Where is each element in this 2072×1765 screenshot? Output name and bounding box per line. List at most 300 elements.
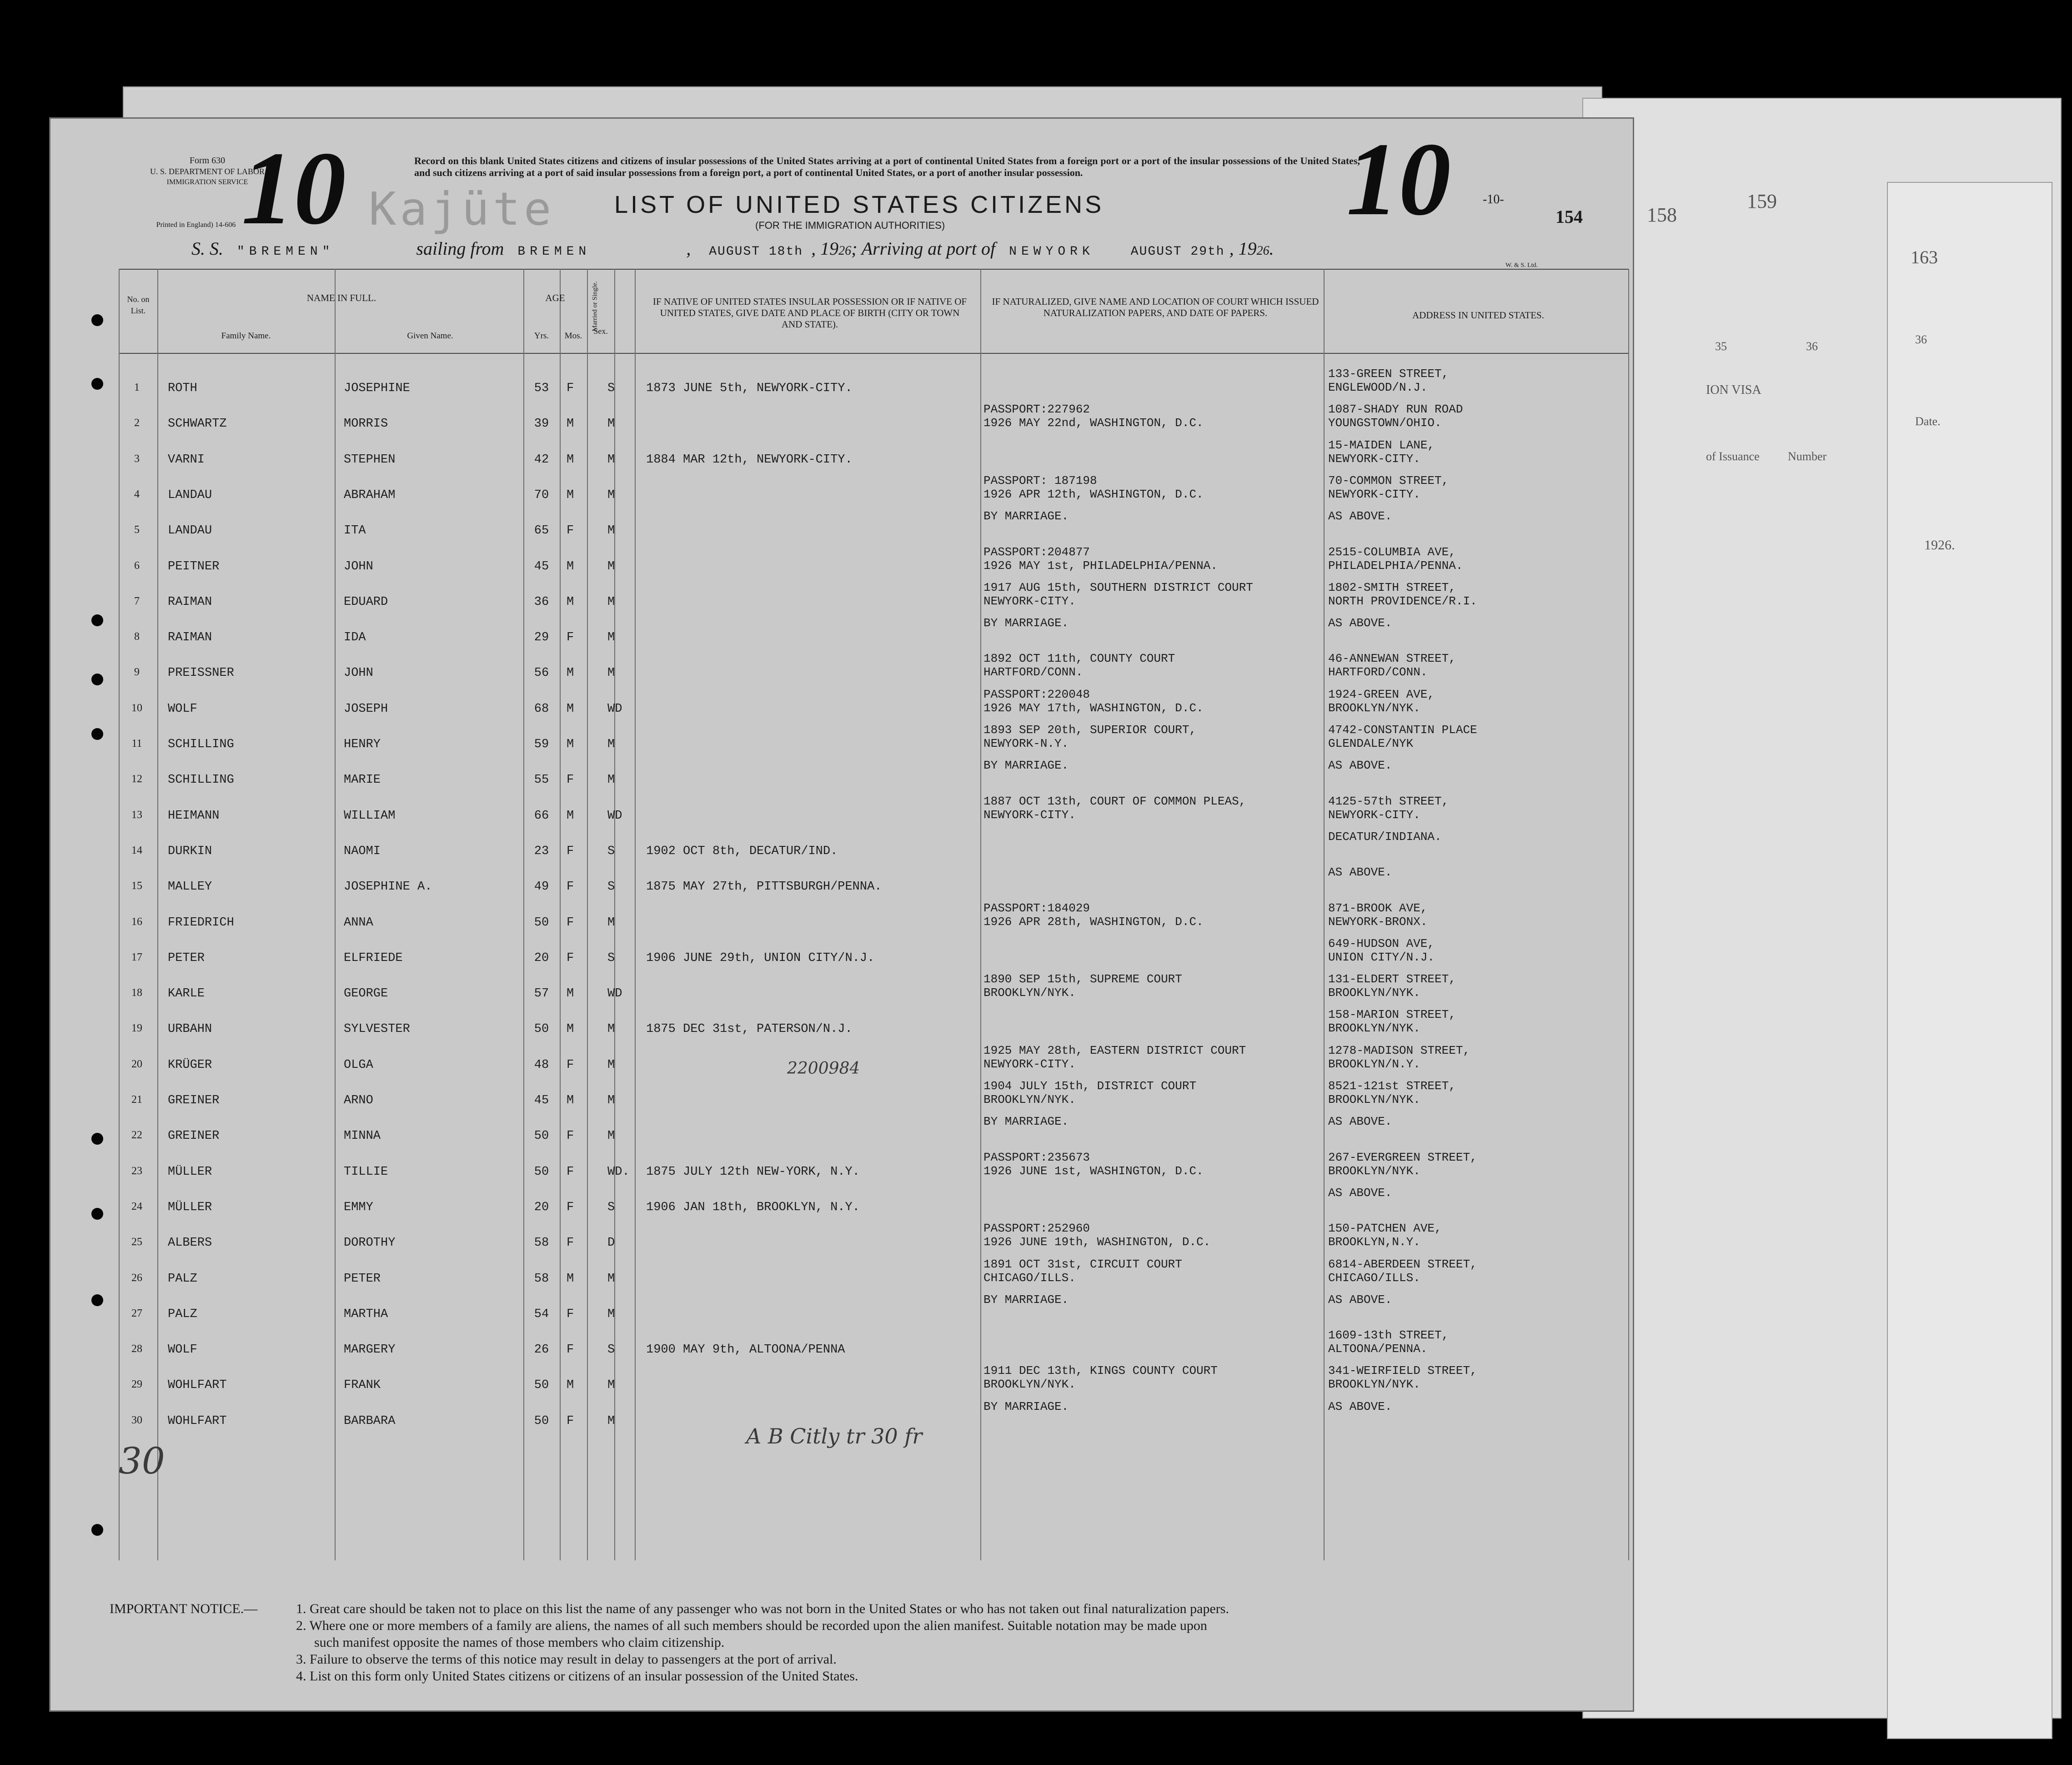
header-age: AGE: [545, 292, 565, 303]
sailing-label: sailing from: [416, 238, 504, 259]
given-name: HENRY: [344, 738, 381, 751]
header-naturalization: IF NATURALIZED, GIVE NAME AND LOCATION OF COURT WHICH ISSUED NATURALIZATION PAPERS, AND DATE OF PAPERS.: [992, 296, 1319, 318]
marital-status: S: [607, 880, 615, 894]
address-line-1: AS ABOVE.: [1328, 1186, 1392, 1200]
age-years: 54: [534, 1307, 549, 1321]
naturalization-line-2: HARTFORD/CONN.: [983, 665, 1083, 679]
header-no: No. on List.: [127, 295, 150, 315]
service-label: IMMIGRATION SERVICE: [166, 178, 248, 186]
page-number: 154: [1555, 206, 1583, 227]
naturalization-line-2: BROOKLYN/NYK.: [983, 986, 1076, 1000]
header-address: ADDRESS IN UNITED STATES.: [1412, 310, 1544, 321]
binder-hole: [91, 314, 103, 326]
family-name: WOHLFART: [168, 1414, 227, 1428]
age-years: 53: [534, 382, 549, 395]
sex: F: [567, 524, 574, 538]
family-name: PALZ: [168, 1272, 197, 1286]
birth-info: 1875 JULY 12th NEW-YORK, N.Y.: [646, 1165, 860, 1179]
back-date-label: Date.: [1915, 415, 1941, 428]
naturalization-line-2: 1926 JUNE 19th, WASHINGTON, D.C.: [983, 1235, 1211, 1249]
family-name: KARLE: [168, 987, 205, 1001]
sex: M: [567, 417, 574, 431]
age-years: 55: [534, 773, 549, 787]
family-name: DURKIN: [168, 844, 212, 858]
sex: F: [567, 1236, 574, 1250]
row-number: 4: [134, 488, 140, 500]
given-name: JOHN: [344, 666, 373, 680]
naturalization-line-1: PASSPORT:220048: [983, 687, 1090, 701]
sex: M: [567, 987, 574, 1001]
row-number: 1: [134, 382, 140, 393]
birth-info: 1906 JUNE 29th, UNION CITY/N.J.: [646, 951, 875, 965]
ship-line: S. S. "BREMEN" sailing from BREMEN , AUGUST 18th , 1926; Arriving at port of NEWYORK AUGUST 29th , 1926.: [191, 238, 1274, 259]
arrival-year: 26: [1256, 244, 1269, 258]
sex: F: [567, 1200, 574, 1214]
row-number: 5: [134, 524, 140, 536]
sheet-stamp-left: 10: [241, 130, 346, 246]
address-line-1: AS ABOVE.: [1328, 1292, 1392, 1307]
age-years: 23: [534, 844, 549, 858]
marital-status: WD: [607, 702, 622, 716]
marital-status: M: [607, 666, 615, 680]
address-line-1: AS ABOVE.: [1328, 1115, 1392, 1129]
marital-status: S: [607, 844, 615, 858]
marital-status: M: [607, 1307, 615, 1321]
birth-info: 1875 MAY 27th, PITTSBURGH/PENNA.: [646, 880, 882, 894]
page-title: LIST OF UNITED STATES CITIZENS: [614, 191, 1104, 218]
address-line-2: NEWYORK-CITY.: [1328, 808, 1420, 822]
row-number: 2: [134, 417, 140, 429]
given-name: DOROTHY: [344, 1236, 396, 1250]
row-number: 12: [131, 773, 142, 785]
address-line-2: HARTFORD/CONN.: [1328, 665, 1428, 679]
binder-hole: [91, 1208, 103, 1220]
naturalization-line-1: BY MARRIAGE.: [983, 1292, 1069, 1307]
marital-status: WD.: [607, 1165, 630, 1179]
header-family: Family Name.: [221, 331, 271, 341]
family-name: WOLF: [168, 1343, 197, 1357]
row-number: 17: [131, 951, 142, 963]
naturalization-line-2: 1926 MAY 1st, PHILADELPHIA/PENNA.: [983, 558, 1218, 573]
address-line-1: DECATUR/INDIANA.: [1328, 830, 1442, 844]
header-birth: IF NATIVE OF UNITED STATES INSULAR POSSESSION OR IF NATIVE OF UNITED STATES, GIVE DATE AND PLACE OF BIRTH (CITY OR TOWN AND STATE).: [652, 296, 967, 330]
address-line-2: NORTH PROVIDENCE/R.I.: [1328, 594, 1477, 608]
age-years: 58: [534, 1236, 549, 1250]
given-name: BARBARA: [344, 1414, 396, 1428]
handwritten-number: 2200984: [787, 1059, 860, 1078]
printer-mark: W. & S. Ltd.: [1505, 262, 1538, 269]
address-line-1: 70-COMMON STREET,: [1328, 473, 1449, 488]
sex: F: [567, 1343, 574, 1357]
naturalization-line-1: PASSPORT:252960: [983, 1222, 1090, 1236]
back-issuance-label: of Issuance: [1706, 450, 1760, 463]
family-name: VARNI: [168, 453, 205, 467]
sex: M: [567, 488, 574, 502]
age-years: 36: [534, 595, 549, 609]
sex: F: [567, 1414, 574, 1428]
naturalization-line-2: 1926 MAY 22nd, WASHINGTON, D.C.: [983, 416, 1204, 430]
naturalization-line-2: BROOKLYN/NYK.: [983, 1093, 1076, 1106]
row-number: 28: [131, 1343, 142, 1355]
sex: M: [567, 559, 574, 573]
given-name: NAOMI: [344, 844, 381, 858]
naturalization-line-1: 1904 JULY 15th, DISTRICT COURT: [983, 1079, 1197, 1093]
sex: M: [567, 738, 574, 751]
family-name: PETER: [168, 951, 205, 965]
notice-item: such manifest opposite the names of those members who claim citizenship.: [314, 1635, 725, 1650]
sex: F: [567, 1058, 574, 1072]
record-instruction: Record on this blank United States citizens and citizens of insular possessions of the United States arriving at a port of continental United States from a foreign port or a port of the insular possessions of the United States, and such citizens arriving at a port of said insular possessions from a foreign port, a port of continental United States, or a port of another insular possession.: [414, 155, 1360, 178]
header-sex: Sex.: [593, 327, 608, 336]
naturalization-line-2: NEWYORK-N.Y.: [983, 737, 1069, 750]
row-number: 21: [131, 1094, 142, 1106]
family-name: PALZ: [168, 1307, 197, 1321]
back-year: 1926.: [1924, 538, 1955, 553]
ship-name: "BREMEN": [237, 245, 335, 259]
birth-info: 1906 JAN 18th, BROOKLYN, N.Y.: [646, 1200, 860, 1214]
naturalization-line-1: 1911 DEC 13th, KINGS COUNTY COURT: [983, 1364, 1218, 1378]
sex: F: [567, 773, 574, 787]
back-column-number: 36: [1915, 333, 1927, 346]
row-number: 23: [131, 1165, 142, 1177]
row-number: 30: [131, 1414, 142, 1426]
naturalization-line-1: BY MARRIAGE.: [983, 616, 1069, 630]
marital-status: M: [607, 1022, 615, 1036]
address-line-1: 46-ANNEWAN STREET,: [1328, 652, 1456, 666]
naturalization-line-1: PASSPORT:204877: [983, 545, 1090, 559]
naturalization-line-1: 1887 OCT 13th, COURT OF COMMON PLEAS,: [983, 794, 1246, 808]
table-header-rule: [119, 353, 1628, 354]
table-row: [50, 723, 1633, 764]
sex: M: [567, 453, 574, 467]
binder-hole: [91, 1294, 103, 1306]
birth-info: 1902 OCT 8th, DECATUR/IND.: [646, 844, 838, 858]
binder-hole: [91, 674, 103, 685]
naturalization-line-2: NEWYORK-CITY.: [983, 808, 1076, 822]
row-number: 24: [131, 1200, 142, 1212]
table-row: [50, 1257, 1633, 1298]
marital-status: M: [607, 1378, 615, 1393]
age-years: 58: [534, 1272, 549, 1286]
family-name: KRÜGER: [168, 1058, 212, 1072]
given-name: JOHN: [344, 559, 373, 573]
marital-status: M: [607, 453, 615, 467]
header-married: Married or Single.: [591, 281, 599, 332]
address-line-1: 150-PATCHEN AVE,: [1328, 1222, 1442, 1236]
back-column-number: 35: [1715, 340, 1727, 353]
marital-status: M: [607, 595, 615, 609]
naturalization-line-1: 1890 SEP 15th, SUPREME COURT: [983, 972, 1182, 986]
sex: F: [567, 631, 574, 645]
row-number: 20: [131, 1058, 142, 1070]
family-name: ALBERS: [168, 1236, 212, 1250]
sex: F: [567, 915, 574, 930]
table-top-rule: [119, 269, 1628, 270]
family-name: HEIMANN: [168, 809, 220, 823]
header-yrs: Yrs.: [534, 331, 549, 341]
address-line-2: BROOKLYN/N.Y.: [1328, 1057, 1420, 1071]
given-name: JOSEPH: [344, 702, 388, 716]
marital-status: M: [607, 559, 615, 573]
address-line-2: GLENDALE/NYK: [1328, 737, 1414, 750]
naturalization-line-2: BROOKLYN/NYK.: [983, 1378, 1076, 1392]
address-line-2: BROOKLYN/NYK.: [1328, 986, 1420, 1000]
handwritten-count: 30: [119, 1440, 165, 1482]
address-line-1: 158-MARION STREET,: [1328, 1008, 1456, 1022]
table-row: [50, 1150, 1633, 1192]
given-name: ANNA: [344, 915, 373, 930]
marital-status: M: [607, 915, 615, 930]
address-line-2: BROOKLYN/NYK.: [1328, 1378, 1420, 1392]
age-years: 70: [534, 488, 549, 502]
marital-status: M: [607, 773, 615, 787]
age-years: 29: [534, 631, 549, 645]
naturalization-line-1: 1917 AUG 15th, SOUTHERN DISTRICT COURT: [983, 580, 1253, 594]
address-line-2: CHICAGO/ILLS.: [1328, 1271, 1420, 1285]
address-line-1: 1609-13th STREET,: [1328, 1328, 1449, 1343]
printed-label: Printed in England) 14-606: [156, 221, 236, 229]
sex: F: [567, 844, 574, 858]
naturalization-line-1: 1892 OCT 11th, COUNTY COURT: [983, 652, 1175, 666]
family-name: MALLEY: [168, 880, 212, 894]
family-name: MÜLLER: [168, 1165, 212, 1179]
address-line-1: 8521-121st STREET,: [1328, 1079, 1456, 1093]
family-name: GREINER: [168, 1129, 220, 1143]
family-name: URBAHN: [168, 1022, 212, 1036]
family-name: MÜLLER: [168, 1200, 212, 1214]
marital-status: M: [607, 1272, 615, 1286]
age-years: 56: [534, 666, 549, 680]
address-line-1: 4125-57th STREET,: [1328, 794, 1449, 808]
departure-port: BREMEN: [517, 245, 591, 259]
naturalization-line-1: BY MARRIAGE.: [983, 759, 1069, 773]
address-line-1: 649-HUDSON AVE,: [1328, 936, 1435, 950]
arrival-port: NEWYORK: [1009, 245, 1094, 259]
sex: F: [567, 880, 574, 894]
sex: F: [567, 382, 574, 395]
sex: F: [567, 1129, 574, 1143]
manifest-page: [49, 117, 1634, 1712]
sheet-stamp-right: 10: [1346, 121, 1451, 237]
naturalization-line-1: PASSPORT:227962: [983, 402, 1090, 417]
given-name: ELFRIEDE: [344, 951, 403, 965]
given-name: MARTHA: [344, 1307, 388, 1321]
marital-status: M: [607, 1129, 615, 1143]
naturalization-line-1: PASSPORT: 187198: [983, 473, 1097, 488]
table-row: [50, 580, 1633, 622]
marital-status: M: [607, 1094, 615, 1107]
address-line-1: AS ABOVE.: [1328, 509, 1392, 523]
naturalization-line-2: CHICAGO/ILLS.: [983, 1271, 1076, 1285]
marital-status: S: [607, 1200, 615, 1214]
table-row: [50, 473, 1633, 515]
given-name: MARGERY: [344, 1343, 396, 1357]
back-column-number: 36: [1806, 340, 1818, 353]
age-years: 50: [534, 1022, 549, 1036]
age-years: 68: [534, 702, 549, 716]
sex: F: [567, 1307, 574, 1321]
binder-hole: [91, 1524, 103, 1536]
given-name: ARNO: [344, 1094, 373, 1107]
row-number: 16: [131, 915, 142, 928]
given-name: GEORGE: [344, 987, 388, 1001]
address-line-2: ALTOONA/PENNA.: [1328, 1342, 1428, 1356]
back-page-number: 159: [1747, 190, 1777, 212]
family-name: WOLF: [168, 702, 197, 716]
age-years: 45: [534, 1094, 549, 1107]
address-line-2: UNION CITY/N.J.: [1328, 950, 1435, 964]
sheet-mark: -10-: [1483, 192, 1504, 206]
address-line-2: YOUNGSTOWN/OHIO.: [1328, 416, 1442, 430]
age-years: 50: [534, 1165, 549, 1179]
naturalization-line-1: 1891 OCT 31st, CIRCUIT COURT: [983, 1257, 1182, 1271]
age-years: 42: [534, 453, 549, 467]
sex: M: [567, 666, 574, 680]
address-line-1: 1278-MADISON STREET,: [1328, 1043, 1470, 1057]
given-name: JOSEPHINE A.: [344, 880, 432, 894]
birth-info: 1884 MAR 12th, NEWYORK-CITY.: [646, 453, 853, 467]
row-number: 25: [131, 1236, 142, 1248]
back-page-number: 163: [1911, 247, 1938, 267]
age-years: 66: [534, 809, 549, 823]
address-line-1: 131-ELDERT STREET,: [1328, 972, 1456, 986]
address-line-2: NEWYORK-CITY.: [1328, 452, 1420, 466]
binder-hole: [91, 1133, 103, 1145]
naturalization-line-1: BY MARRIAGE.: [983, 1115, 1069, 1129]
marital-status: M: [607, 417, 615, 431]
row-number: 7: [134, 595, 140, 607]
page-subtitle: (FOR THE IMMIGRATION AUTHORITIES): [755, 220, 945, 231]
naturalization-line-2: 1926 JUNE 1st, WASHINGTON, D.C.: [983, 1164, 1204, 1178]
marital-status: M: [607, 1414, 615, 1428]
table-row: [50, 830, 1633, 871]
address-line-1: 871-BROOK AVE,: [1328, 901, 1428, 915]
row-number: 14: [131, 844, 142, 856]
given-name: IDA: [344, 631, 366, 645]
given-name: JOSEPHINE: [344, 382, 410, 395]
age-years: 50: [534, 915, 549, 930]
marital-status: D: [607, 1236, 615, 1250]
family-name: SCHWARTZ: [168, 417, 227, 431]
family-name: GREINER: [168, 1094, 220, 1107]
given-name: SYLVESTER: [344, 1022, 410, 1036]
notice-item: 4. List on this form only United States citizens or citizens of an insular possession of the United States.: [296, 1669, 858, 1684]
naturalization-line-2: NEWYORK-CITY.: [983, 1057, 1076, 1071]
table-row: [50, 1079, 1633, 1120]
naturalization-line-1: 1893 SEP 20th, SUPERIOR COURT,: [983, 723, 1197, 737]
given-name: EMMY: [344, 1200, 373, 1214]
family-name: PEITNER: [168, 559, 220, 573]
address-line-1: 1802-SMITH STREET,: [1328, 580, 1456, 594]
naturalization-line-1: 1925 MAY 28th, EASTERN DISTRICT COURT: [983, 1043, 1246, 1057]
family-name: ROTH: [168, 382, 197, 395]
departure-year: 26: [838, 244, 852, 258]
address-line-1: 267-EVERGREEN STREET,: [1328, 1150, 1477, 1164]
age-years: 50: [534, 1378, 549, 1393]
address-line-2: PHILADELPHIA/PENNA.: [1328, 558, 1463, 573]
sex: M: [567, 1022, 574, 1036]
form-number: Form 630: [189, 156, 226, 166]
address-line-2: NEWYORK-BRONX.: [1328, 915, 1428, 929]
header-mos: Mos.: [564, 331, 582, 341]
given-name: TILLIE: [344, 1165, 388, 1179]
naturalization-line-1: PASSPORT:235673: [983, 1150, 1090, 1164]
sex: M: [567, 809, 574, 823]
given-name: MINNA: [344, 1129, 381, 1143]
row-number: 11: [131, 738, 142, 749]
notice-item: 1. Great care should be taken not to place on this list the name of any passenger who was not born in the United States or who has not taken out final naturalization papers.: [296, 1601, 1229, 1616]
family-name: SCHILLING: [168, 773, 234, 787]
address-line-1: 1924-GREEN AVE,: [1328, 687, 1435, 701]
marital-status: S: [607, 951, 615, 965]
age-years: 65: [534, 524, 549, 538]
age-years: 20: [534, 951, 549, 965]
marital-status: M: [607, 488, 615, 502]
address-line-1: 2515-COLUMBIA AVE,: [1328, 545, 1456, 559]
back-number-label: Number: [1788, 450, 1827, 463]
marital-status: M: [607, 738, 615, 751]
naturalization-line-1: BY MARRIAGE.: [983, 1399, 1069, 1413]
age-years: 57: [534, 987, 549, 1001]
sex: F: [567, 1165, 574, 1179]
row-number: 13: [131, 809, 142, 821]
given-name: PETER: [344, 1272, 381, 1286]
age-years: 59: [534, 738, 549, 751]
notice-item: 3. Failure to observe the terms of this notice may result in delay to passengers at the port of arrival.: [296, 1652, 837, 1667]
sex: F: [567, 951, 574, 965]
marital-status: S: [607, 382, 615, 395]
naturalization-line-1: BY MARRIAGE.: [983, 509, 1069, 523]
address-line-1: 15-MAIDEN LANE,: [1328, 438, 1435, 452]
marital-status: S: [607, 1343, 615, 1357]
row-number: 22: [131, 1129, 142, 1141]
family-name: PREISSNER: [168, 666, 234, 680]
given-name: ITA: [344, 524, 366, 538]
row-number: 26: [131, 1272, 142, 1284]
arriving-label: Arriving at port of: [861, 238, 996, 259]
binder-hole: [91, 378, 103, 390]
address-line-1: 4742-CONSTANTIN PLACE: [1328, 723, 1477, 737]
given-name: MORRIS: [344, 417, 388, 431]
year-prefix: 19: [1238, 238, 1257, 259]
notice-item: 2. Where one or more members of a family are aliens, the names of all such members should be recorded upon the alien manifest. Suitable notation may be made upon: [296, 1618, 1207, 1633]
kajute-stamp: Kajüte: [369, 182, 555, 236]
row-number: 29: [131, 1378, 142, 1391]
naturalization-line-1: PASSPORT:184029: [983, 901, 1090, 915]
family-name: RAIMAN: [168, 631, 212, 645]
given-name: WILLIAM: [344, 809, 396, 823]
birth-info: 1875 DEC 31st, PATERSON/N.J.: [646, 1022, 853, 1036]
row-number: 18: [131, 987, 142, 999]
row-number: 8: [134, 631, 140, 643]
marital-status: WD: [607, 987, 622, 1001]
address-line-2: ENGLEWOOD/N.J.: [1328, 381, 1428, 394]
sex: M: [567, 1378, 574, 1393]
arrival-date: AUGUST 29th: [1130, 245, 1225, 259]
given-name: EDUARD: [344, 595, 388, 609]
row-number: 10: [131, 702, 142, 714]
binder-hole: [91, 614, 103, 626]
family-name: WOHLFART: [168, 1378, 227, 1393]
age-years: 26: [534, 1343, 549, 1357]
row-number: 27: [131, 1307, 142, 1319]
sex: M: [567, 1094, 574, 1107]
family-name: LANDAU: [168, 488, 212, 502]
address-line-2: NEWYORK-CITY.: [1328, 487, 1420, 501]
address-line-1: 1087-SHADY RUN ROAD: [1328, 402, 1463, 417]
age-years: 50: [534, 1414, 549, 1428]
family-name: RAIMAN: [168, 595, 212, 609]
